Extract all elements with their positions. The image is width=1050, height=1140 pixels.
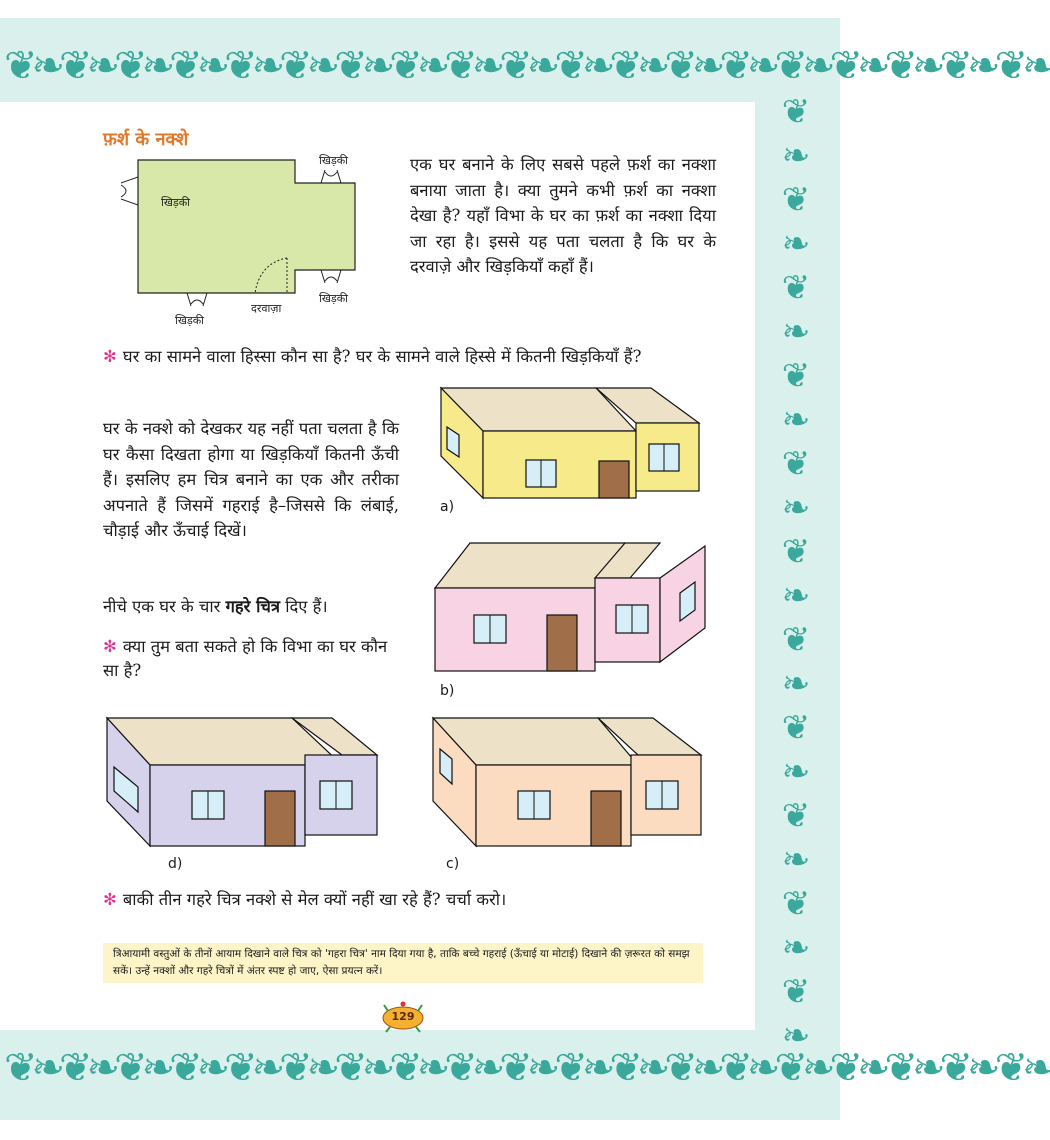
floor-plan-diagram [115, 150, 375, 330]
house-c-label: c) [446, 856, 460, 872]
right-vine-ornament: ❦ ❧ ❦ ❧ ❦ ❧ ❦ ❧ ❦ ❧ ❦ ❧ ❦ ❧ ❦ ❧ ❦ ❧ ❦ ❧ ❦ ❧ [781, 92, 811, 1056]
question-3 [103, 888, 723, 912]
four-pictures-paragraph: नीचे एक घर के चार गहरे चित्र दिए हैं। [103, 597, 328, 616]
term-gahre-chitra: गहरे चित्र [225, 597, 281, 616]
label-window-left: खिड़की [161, 196, 191, 209]
top-vine-ornament: ❦❧❦❧❦❧❦❧❦❧❦❧❦❧❦❧❦❧❦❧❦❧❦❧❦❧❦❧❦❧❦❧❦❧❦❧❦❧ [4, 43, 1050, 89]
window-top-mark [321, 170, 341, 183]
window-left-mark [121, 177, 138, 205]
house-d-label: d) [168, 856, 183, 872]
question-2 [103, 635, 399, 683]
page-number-badge [380, 1001, 426, 1035]
depth-paragraph: घर के नक्शे को देखकर यह नहीं पता चलता है कि घर कैसा दिखता होगा या खिड़कियाँ कितनी ऊँची हैं। इसलिए हम चित्र बनाने का एक और तरीका अपनाते हैं जिसमें गहराई है–जिससे कि लंबाई, चौड़ाई और ऊँचाई दिखें। [103, 419, 399, 540]
question-2-text: क्या तुम बता सकते हो कि विभा का घर कौन सा है? [103, 637, 388, 680]
intro-paragraph: एक घर बनाने के लिए सबसे पहले फ़र्श का नक्शा बनाया जाता है। क्या तुमने कभी फ़र्श का नक्शा देखा है? यहाँ विभा के घर का फ़र्श का नक्शा दिया जा रहा है। इससे यह पता चलता है कि घर के दरवाज़े और खिड़कियाँ कहाँ हैं। [410, 155, 716, 276]
label-window-bottom: खिड़की [175, 314, 205, 327]
window-bottom-mark [187, 293, 207, 306]
house-b-drawing [430, 538, 710, 678]
house-a-label: a) [440, 499, 455, 515]
question-1 [103, 345, 703, 369]
label-window-top: खिड़की [319, 154, 349, 167]
page-number: 129 [391, 1010, 415, 1023]
house-b-label: b) [440, 683, 455, 699]
bullet-star-icon: ✻ [103, 347, 117, 366]
section-heading: फ़र्श के नक्शे [103, 129, 189, 150]
house-c-door [591, 791, 621, 846]
house-d-drawing [102, 713, 382, 853]
house-a-drawing [436, 383, 706, 503]
question-1-text: घर का सामने वाला हिस्सा कौन सा है? घर के सामने वाले हिस्से में कितनी खिड़कियाँ हैं? [122, 347, 642, 366]
house-c-drawing [428, 713, 708, 853]
bullet-star-icon: ✻ [103, 637, 117, 656]
house-b-door [547, 615, 577, 671]
teacher-note: त्रिआयामी वस्तुओं के तीनों आयाम दिखाने वाले चित्र को 'गहरा चित्र' नाम दिया गया है, ताकि बच्चे गहराई (ऊँचाई या मोटाई) दिखाने की ज़रूरत को समझ सकें। उन्हें नक्शों और गहरे चित्रों में अंतर स्पष्ट हो जाए, ऐसा प्रयत्न करें। [103, 943, 703, 983]
house-a-door [599, 461, 629, 498]
label-window-bottom-right: खिड़की [319, 292, 349, 305]
bottom-vine-ornament: ❦❧❦❧❦❧❦❧❦❧❦❧❦❧❦❧❦❧❦❧❦❧❦❧❦❧❦❧❦❧❦❧❦❧❦❧❦❧ [4, 1045, 1050, 1091]
label-door: दरवाज़ा [251, 302, 282, 315]
window-bottom-right-mark [321, 270, 341, 283]
bullet-star-icon: ✻ [103, 890, 117, 909]
house-d-door [265, 791, 295, 846]
question-3-text: बाकी तीन गहरे चित्र नक्शे से मेल क्यों नहीं खा रहे हैं? चर्चा करो। [122, 890, 507, 909]
